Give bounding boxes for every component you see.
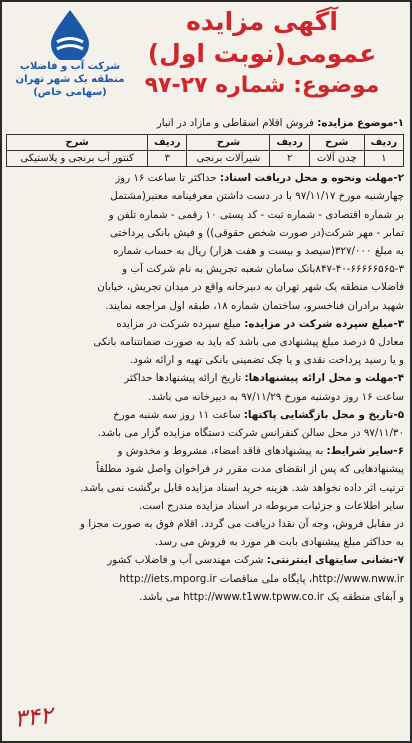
notice-body — [2, 169, 410, 606]
body-line — [2, 260, 410, 278]
table-header: ردیف — [364, 135, 403, 151]
body-text: ۹۷/۱۱/۳۰ در محل سالن کنفرانس شرکت دستگاه مزایده گزار می باشد. — [97, 427, 404, 440]
body-line — [2, 169, 410, 187]
logo-line-1: شرکت آب و فاضلاب — [19, 61, 121, 72]
body-text: شرکت مهندسی آب و فاضلاب کشور — [107, 554, 267, 567]
notice-title — [122, 6, 402, 102]
table-header: شرح — [7, 135, 148, 151]
table-cell: چدن آلات — [309, 151, 364, 167]
body-text: ساعت ۱۱ روز سه شنبه مورخ — [113, 408, 244, 421]
body-text: به حداکثر مبلغ پیشنهادی بابت هر مورد به فروش می رسد. — [154, 536, 404, 549]
body-text: حداکثر تا ساعت ۱۶ روز — [115, 172, 220, 185]
body-text: ۸۴۷-۴۰-۶۶۶۶۶۵۶۵-۳بانک سامان شعبه تجریش به نام شرکت آب و — [122, 263, 404, 276]
notice-header — [2, 2, 410, 114]
title-line-1: آگهی مزایده — [186, 7, 338, 36]
body-line — [2, 460, 410, 478]
body-text: تمابر - مهر شرکت(در صورت شخص حقوقی)) و فیش بانکی پرداختی — [109, 226, 404, 239]
body-text: ساعت ۱۶ روز دوشنبه مورخ ۹۷/۱۱/۲۹ به دبیرخانه می باشد. — [148, 390, 404, 403]
body-line — [2, 551, 410, 569]
body-text: بر شماره اقتصادی - شماره ثبت - کد پستی ۱۰ رقمی - شماره تلفن و — [108, 208, 404, 221]
section-1-heading: ۱-موضوع مزایده: — [317, 117, 404, 129]
table-cell: ۲ — [270, 151, 309, 167]
body-line — [2, 533, 410, 551]
body-line — [2, 315, 410, 333]
body-line — [2, 497, 410, 515]
section-heading: ۶-سایر شرایط: — [326, 445, 404, 458]
body-line — [2, 570, 410, 588]
section-heading: ۲-مهلت ونحوه و محل دریافت اسناد: — [219, 172, 404, 185]
section-1 — [2, 114, 410, 132]
section-heading: ۳-مبلغ سپرده شرکت در مزایده: — [244, 317, 404, 330]
items-table — [6, 134, 404, 167]
body-line — [2, 333, 410, 351]
section-1-text: فروش اقلام اسقاطی و مازاد در انبار — [156, 117, 318, 129]
body-text: معادل ۵ درصد مبلغ پیشنهادی می باشد که باید به صورت ضمانتنامه بانکی — [93, 336, 404, 349]
body-text: به مبلغ ۳۲۷/۰۰۰(سیصد و بیست و هفت هزار) ریال به حساب شماره — [113, 245, 404, 258]
body-line — [2, 388, 410, 406]
body-text: ترتیب اثر داده نخواهد شد. هزینه خرید اسناد مزایده قابل برگشت نمی باشد. — [80, 481, 404, 494]
body-line — [2, 588, 410, 606]
body-line — [2, 424, 410, 442]
body-line — [2, 369, 410, 387]
body-line — [2, 351, 410, 369]
body-line — [2, 442, 410, 460]
body-text: شهید برادران فناخسرو، ساختمان شماره ۱۸، طبقه اول مراجعه نمایند. — [105, 299, 404, 312]
body-text: فاضلاب منطقه یک شهر تهران به دبیرخانه واقع در میدان تجریش، خیابان — [97, 281, 404, 294]
section-heading: ۷-نشانی سایتهای اینترنتی: — [266, 554, 404, 567]
section-heading: ۴-مهلت و محل ارائه پیشنهادها: — [244, 372, 404, 385]
logo-line-2: منطقه یک شهر تهران — [15, 74, 125, 85]
body-line — [2, 278, 410, 296]
body-line — [2, 297, 410, 315]
body-line — [2, 479, 410, 497]
body-text: به پیشنهادهای فاقد امضاء، مشروط و مخدوش و — [117, 445, 327, 458]
table-header: شرح — [309, 135, 364, 151]
body-line — [2, 206, 410, 224]
body-text: در مقابل فروش، وجه آن نقدا دریافت می گردد. اقلام فوق به صورت مجزا و — [79, 518, 404, 531]
body-text: سایر اطلاعات و جزئیات مربوطه در اسناد مزایده مندرج است. — [139, 499, 404, 512]
table-header: ردیف — [270, 135, 309, 151]
table-cell: ۳ — [148, 151, 187, 167]
company-logo — [10, 8, 130, 99]
handwritten-note: ۳۴۲ — [12, 701, 55, 733]
table-header: شرح — [187, 135, 270, 151]
title-line-3: موضوع: شماره ۲۷-۹۷ — [144, 73, 380, 98]
table-cell: ۱ — [364, 151, 403, 167]
table-cell: کنتور آب برنجی و پلاستیکی — [7, 151, 148, 167]
body-text: http://www.nww.ir، پایگاه ملی مناقصات http://iets.mporg.ir — [119, 572, 404, 585]
body-line — [2, 515, 410, 533]
water-drop-icon — [45, 8, 95, 60]
body-line — [2, 242, 410, 260]
body-line — [2, 224, 410, 242]
body-text: تاریخ ارائه پیشنهادها حداکثر — [124, 372, 245, 385]
body-text: و یا رسید پرداخت نقدی و یا چک تضمینی بانکی تهیه و ارائه شود. — [130, 354, 404, 367]
logo-line-3: (سهامی خاص) — [33, 87, 107, 98]
body-text: و آبفای منطقه یک http://www.t1ww.tpww.co.ir می باشد. — [139, 590, 404, 603]
body-text: پیشنهادهایی که پس از انقضای مدت مقرر در فراخوان واصل شود مطلقاً — [96, 463, 404, 476]
title-line-2: عمومی(نوبت اول) — [147, 39, 377, 68]
table-header: ردیف — [148, 135, 187, 151]
body-text: مبلغ سپرده شرکت در مزایده — [116, 317, 245, 330]
body-line — [2, 406, 410, 424]
body-text: چهارشنبه مورخ ۹۷/۱۱/۱۷ با در دست داشتن معرفینامه معتبر(مشتمل — [110, 190, 404, 203]
section-heading: ۵-تاریخ و محل بازگشایی پاکتها: — [243, 408, 404, 421]
table-header-row — [7, 135, 404, 151]
body-line — [2, 187, 410, 205]
table-cell: شیرآلات برنجی — [187, 151, 270, 167]
table-row — [7, 151, 404, 167]
